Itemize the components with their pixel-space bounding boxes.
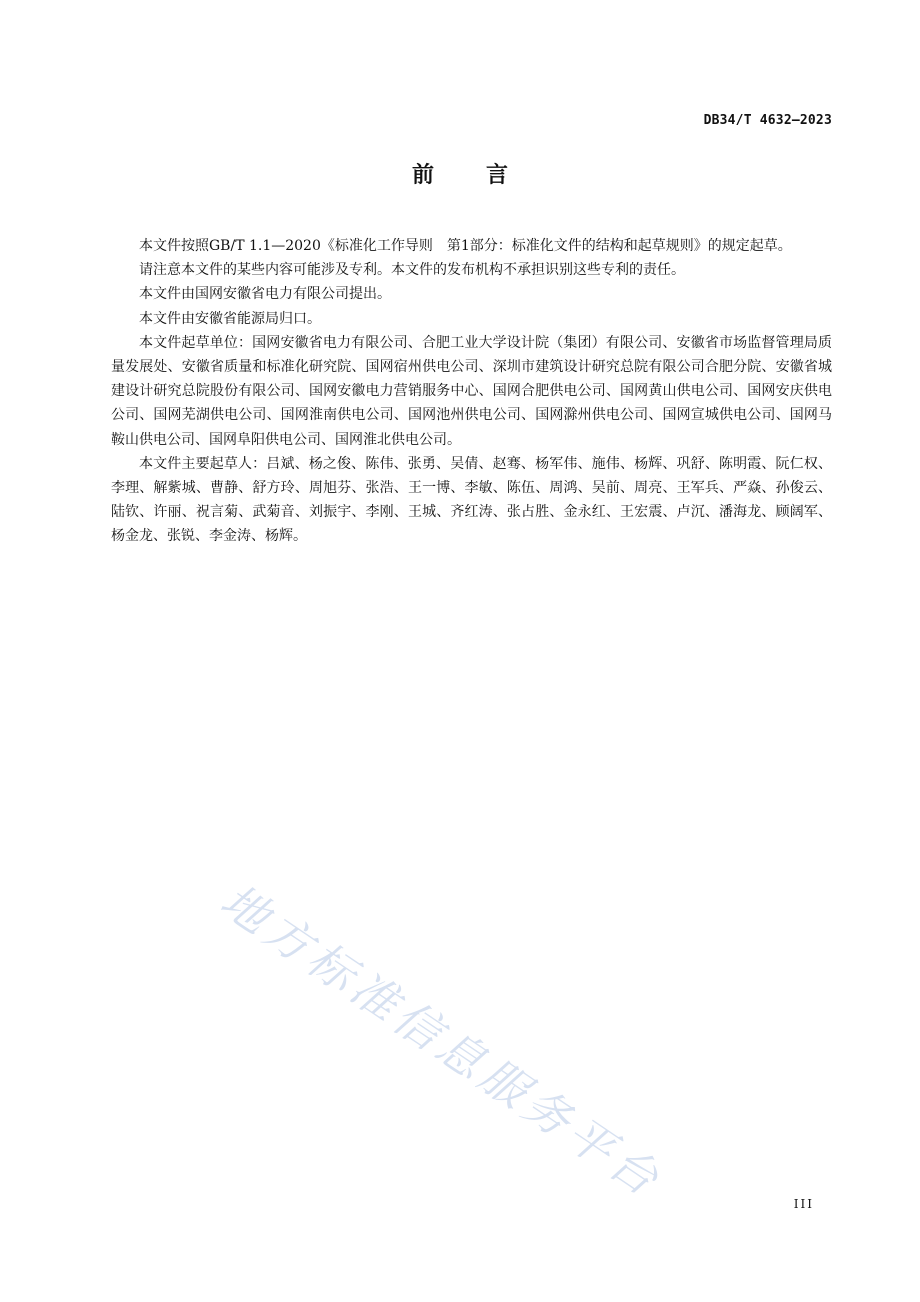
paragraph-drafting-units: 本文件起草单位：国网安徽省电力有限公司、合肥工业大学设计院（集团）有限公司、安徽省市场监督管理局质量发展处、安徽省质量和标准化研究院、国网宿州供电公司、深圳市建筑设计研究总院有限公司合肥分院、安徽省城建设计研究总院股份有限公司、国网安徽电力营销服务中心、国网合肥供电公司、国网黄山供电公司、国网安庆供电公司、国网芜湖供电公司、国网淮南供电公司、国网池州供电公司、国网滁州供电公司、国网宣城供电公司、国网马鞍山供电公司、国网阜阳供电公司、国网淮北供电公司。 [111, 334, 832, 448]
title-char-2: 言 [486, 163, 509, 188]
title-char-1: 前 [411, 163, 434, 188]
paragraph-drafters: 本文件主要起草人：吕斌、杨之俊、陈伟、张勇、吴倩、赵骞、杨军伟、施伟、杨辉、巩舒、陈明霞、阮仁权、李理、解紫城、曹静、舒方玲、周旭芬、张浩、王一博、李敏、陈伍、周鸿、吴前、周亮、王军兵、严焱、孙俊云、陆钦、许丽、祝言菊、武菊音、刘振宇、李刚、王城、齐红涛、张占胜、金永红、王宏震、卢沉、潘海龙、顾阔军、杨金龙、张锐、李金涛、杨辉。 [111, 455, 832, 545]
foreword-body [111, 234, 832, 549]
paragraph-centralized-by: 本文件由安徽省能源局归口。 [139, 310, 321, 327]
page-title [0, 158, 920, 189]
paragraph-patent-notice: 请注意本文件的某些内容可能涉及专利。本文件的发布机构不承担识别这些专利的责任。 [139, 262, 685, 279]
document-code: DB34/T 4632—2023 [703, 113, 832, 128]
watermark: 地方标准信息服务平台 [211, 873, 673, 1209]
page-number: III [793, 1197, 814, 1211]
paragraph-proposed-by: 本文件由国网安徽省电力有限公司提出。 [139, 286, 391, 303]
paragraph-drafting-rules: 本文件按照GB/T 1.1—2020《标准化工作导则 第1部分：标准化文件的结构和起草规则》的规定起草。 [139, 238, 792, 254]
